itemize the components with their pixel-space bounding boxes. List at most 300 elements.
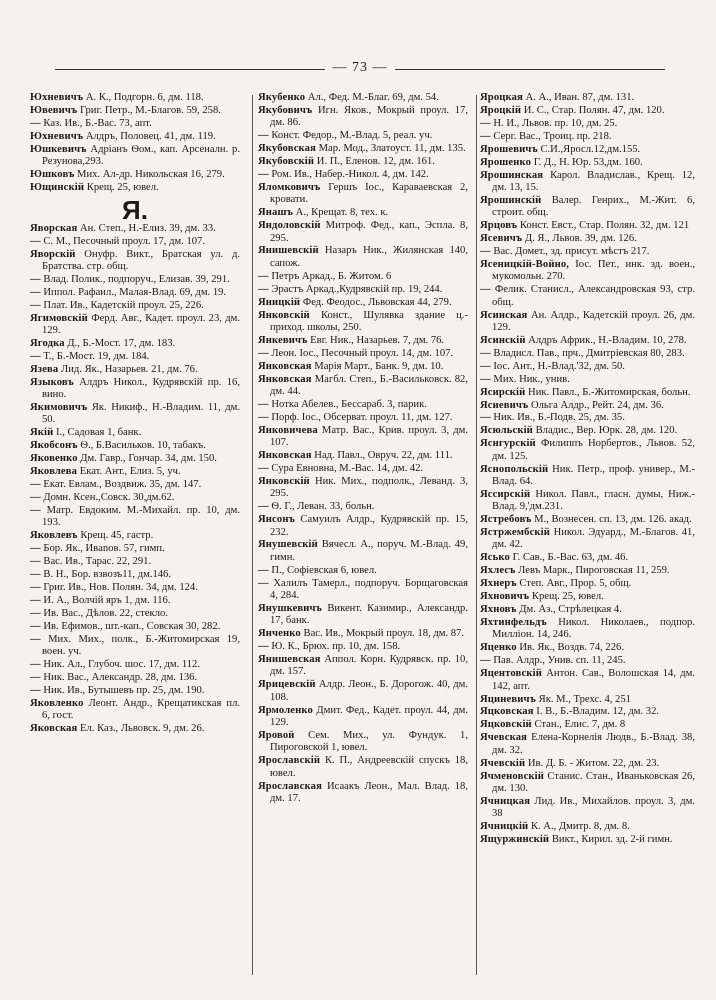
entry-surname: — xyxy=(480,373,491,385)
entry-details: Фед. Феодос., Львовская 44, 279. xyxy=(300,296,452,308)
entry-surname: Языковъ xyxy=(30,376,74,388)
entry-surname: Ячницкій xyxy=(480,821,529,833)
directory-entry xyxy=(480,144,695,156)
entry-details: Елена-Корнелія Людв., Б.-Влад. 38, дм. 32. xyxy=(492,732,695,756)
entry-surname: Яворская xyxy=(30,222,78,234)
entry-details: Н. И., Львов. пр. 10, дм. 25. xyxy=(490,117,618,129)
entry-details: Онуфр. Викт., Братская ул. д. Братства. стр. общ. xyxy=(42,248,240,272)
entry-details: М., Вознесен. сп. 13, дм. 126. акад. xyxy=(531,514,692,526)
entry-details: Мих. Мих., полк., Б.-Житомирская 19, воен. уч. xyxy=(40,633,240,658)
entry-details: Вас. Ив., Тарас. 22, 291. xyxy=(40,556,152,568)
entry-details: Сем. Мих., ул. Фундук. 1, Пироговской 1, ювел. xyxy=(270,729,468,754)
directory-entry xyxy=(480,259,695,284)
entry-details: Валер. Генрих., М.-Жит. 6, строит. общ. xyxy=(492,194,695,219)
entry-surname: Яхтинфельдъ xyxy=(480,617,547,629)
entry-surname: Ясинскій xyxy=(480,334,526,346)
entry-surname: Янковская xyxy=(258,373,312,385)
directory-entry xyxy=(480,233,695,245)
entry-surname: — xyxy=(30,607,41,619)
directory-entry xyxy=(30,505,240,530)
entry-surname: Янушкевичъ xyxy=(258,602,323,614)
entry-surname: Яковская xyxy=(30,723,78,735)
directory-entry xyxy=(30,118,240,130)
entry-details: Алдр. Леон., Б. Дорогож. 40, дм. 108. xyxy=(270,679,468,703)
directory-entry xyxy=(30,144,240,169)
entry-surname: Яснопольскій xyxy=(480,463,549,475)
directory-entry xyxy=(480,170,695,195)
entry-surname: Янкевичъ xyxy=(258,334,308,346)
entry-details: Ю. К., Брюх. пр. 10, дм. 158. xyxy=(268,641,401,653)
entry-surname: — xyxy=(258,398,269,410)
directory-entry xyxy=(258,348,468,360)
entry-surname: Яхновъ xyxy=(480,604,517,616)
entry-details: К. П., Андреевскій спускъ 18, ювел. xyxy=(270,755,468,779)
entry-details: Халилъ Тамерл., подпоруч. Борщаговская 4, 284. xyxy=(268,577,468,602)
directory-entry xyxy=(258,628,468,640)
directory-entry xyxy=(480,335,695,347)
entry-surname: Ярославскій xyxy=(258,755,321,767)
entry-details: Самуилъ Алдр., Кудрявскій пр. 15, 232. xyxy=(270,514,468,538)
entry-details: Исаакъ Леон., Мал. Влад. 18, дм. 17. xyxy=(270,780,468,804)
directory-entry xyxy=(480,157,695,169)
entry-surname: — xyxy=(30,235,41,247)
directory-entry xyxy=(480,118,695,130)
entry-details: Мих. Ал-др. Никольская 16, 279. xyxy=(74,169,225,181)
entry-surname: Янковская xyxy=(258,450,312,462)
directory-entry xyxy=(30,685,240,697)
entry-surname: Яровой xyxy=(258,729,295,741)
entry-details: И. А., Волчій яръ 1, дм. 116. xyxy=(40,594,171,606)
entry-details: Митроф. Фед., кап., Эспла. 8, 295. xyxy=(270,220,468,244)
entry-details: Игн. Яков., Мокрый проул. 17, дм. 86. xyxy=(270,104,468,129)
entry-surname: Ярошенко xyxy=(480,156,532,168)
directory-entry xyxy=(258,781,468,806)
directory-entry xyxy=(480,552,695,564)
entry-surname: — xyxy=(480,117,491,129)
entry-details: Григ. Петр., М.-Благов. 59, 258. xyxy=(77,104,221,116)
header-rule-right xyxy=(395,69,665,70)
directory-entry xyxy=(30,466,240,478)
entry-details: А. К., Подгорн. 6, дм. 118. xyxy=(83,92,204,103)
directory-entry xyxy=(480,604,695,616)
directory-entry xyxy=(480,758,695,770)
directory-entry xyxy=(480,578,695,590)
entry-surname: Яснгурскій xyxy=(480,438,536,450)
directory-entry xyxy=(480,348,695,360)
entry-details: Никол. Эдуард., М.-Благов. 41, дм. 42. xyxy=(492,527,695,551)
directory-entry xyxy=(480,105,695,117)
entry-details: Т., Б.-Мост. 19, дм. 184. xyxy=(40,350,150,362)
entry-surname: Ячницкая xyxy=(480,795,531,807)
entry-surname: Ячевская xyxy=(480,732,528,744)
entry-details: Г. Д., Н. Юр. 53,дм. 160. xyxy=(531,156,643,168)
entry-details: Ан. Степ., Н.-Елиз. 39, дм. 33. xyxy=(77,222,216,234)
entry-surname: Яковенко xyxy=(30,453,78,465)
directory-entry xyxy=(480,464,695,489)
entry-details: Петръ Аркад., Б. Житом. 6 xyxy=(268,270,392,282)
directory-entry xyxy=(30,556,240,568)
directory-entry xyxy=(258,565,468,577)
entry-surname: Яковлева xyxy=(30,466,78,478)
entry-details: Леонт. Андр., Крещатикская пл. 6, гост. xyxy=(42,697,240,722)
entry-details: И. П., Еленов. 12, дм. 161. xyxy=(314,156,435,168)
entry-surname: — xyxy=(30,504,41,516)
entry-surname: — xyxy=(30,620,41,632)
entry-details: Ник. Ив., Бутышевъ пр. 25, дм. 190. xyxy=(40,684,205,696)
directory-entry xyxy=(480,796,695,821)
directory-entry xyxy=(258,425,468,450)
directory-entry xyxy=(30,313,240,338)
entry-details: Гершъ Іос., Караваевская 2, кровати. xyxy=(270,181,468,206)
entry-surname: Яницкій xyxy=(258,296,301,308)
directory-entry xyxy=(30,479,240,491)
directory-entry xyxy=(30,223,240,235)
entry-details: Леон. Іос., Песочный проул. 14, дм. 107. xyxy=(268,347,454,359)
directory-entry xyxy=(480,361,695,373)
directory-entry xyxy=(480,438,695,463)
entry-surname: Яхновичъ xyxy=(480,591,530,603)
directory-entry xyxy=(480,220,695,232)
entry-surname: Якій xyxy=(30,427,54,439)
entry-details: Крещ. 25, ювел. xyxy=(529,591,604,603)
entry-surname: Ясевичъ xyxy=(480,233,523,245)
entry-surname: Ювевичъ xyxy=(30,104,78,116)
directory-entry xyxy=(480,284,695,309)
entry-surname: — xyxy=(30,671,41,683)
entry-details: Плат. Ив., Кадетскій проул. 25, 226. xyxy=(40,299,204,311)
entry-details: Серг. Вас., Троиц. пр. 218. xyxy=(490,130,612,142)
entry-details: І. В., Б.-Владим. 12, дм. 32. xyxy=(533,706,660,718)
directory-entry xyxy=(480,195,695,220)
entry-surname: Яхлесъ xyxy=(480,565,516,577)
directory-entry xyxy=(480,591,695,603)
entry-surname: Яковлевъ xyxy=(30,530,78,542)
entry-details: Ник. Петр., проф. универ., М.-Влад. 64. xyxy=(492,463,695,487)
directory-entry xyxy=(258,374,468,399)
entry-surname: — xyxy=(258,411,269,423)
directory-entry xyxy=(480,92,695,104)
entry-surname: Юхневичъ xyxy=(30,130,84,142)
entry-surname: Янушевскій xyxy=(258,539,318,551)
entry-surname: Ягодка xyxy=(30,337,65,349)
entry-surname: Янишевскій xyxy=(258,245,319,257)
entry-surname: Ястребовъ xyxy=(480,514,532,526)
entry-surname: — xyxy=(258,130,269,142)
entry-details: Никол. Николаев., подпор. Милліон. 14, 246. xyxy=(492,617,695,641)
entry-surname: — xyxy=(480,130,491,142)
entry-surname: — xyxy=(258,463,269,475)
entry-details: Дм. Гавр., Гончар. 34, дм. 150. xyxy=(77,453,217,465)
entry-details: Ан. Алдр., Кадетскій проул. 26, дм. 129. xyxy=(492,309,695,333)
entry-surname: Якубовская xyxy=(258,143,316,155)
directory-entry xyxy=(480,732,695,757)
entry-details: Ник. Павл., Б.-Житомирская, больн. xyxy=(525,386,691,398)
entry-surname: Ящуржинскій xyxy=(480,834,550,846)
entry-details: С.И.,Яросл.12,дм.155. xyxy=(537,143,641,155)
entry-surname: Якобсонъ xyxy=(30,440,78,452)
entry-details: Д. Я., Львов. 39, дм. 126. xyxy=(522,233,637,245)
entry-surname: Янковская xyxy=(258,360,312,372)
directory-entry xyxy=(30,377,240,402)
entry-surname: Янковичева xyxy=(258,424,318,436)
directory-entry xyxy=(258,169,468,181)
directory-entry xyxy=(30,723,240,735)
entry-details: Ив. Ефимов., шт.-кап., Совская 30, 282. xyxy=(40,620,221,632)
entry-details: Екат. Евлам., Воздвиж. 35, дм. 147. xyxy=(40,479,202,491)
directory-entry xyxy=(480,771,695,796)
directory-entry xyxy=(30,427,240,439)
entry-details: Нотка Абелев., Бессараб. 3, парик. xyxy=(268,398,427,410)
directory-entry xyxy=(480,719,695,731)
entry-details: Крещ. 45, гастр. xyxy=(77,530,154,542)
entry-surname: Яцентовскій xyxy=(480,668,543,680)
directory-entry xyxy=(480,374,695,386)
entry-surname: Ясиевичъ xyxy=(480,399,529,411)
directory-entry xyxy=(258,476,468,501)
directory-entry xyxy=(30,182,240,194)
directory-entry xyxy=(480,527,695,552)
entry-surname: Якубенко xyxy=(258,92,306,103)
directory-entry xyxy=(258,412,468,424)
entry-details: Конст., Шулявка здание ц.-приход. школы, 250. xyxy=(270,309,468,333)
entry-details: Д., Б.-Мост. 17, дм. 183. xyxy=(64,337,176,349)
entry-details: Мих. Ник., унив. xyxy=(490,373,570,385)
directory-entry xyxy=(30,402,240,427)
entry-details: Влад. Полик., подпоруч., Елизав. 39, 291. xyxy=(40,273,230,285)
directory-entry xyxy=(258,450,468,462)
entry-details: А. А., Иван. 87, дм. 131. xyxy=(522,92,635,103)
entry-details: Матр. Евдоким. М.-Михайл. пр. 10, дм. 193. xyxy=(40,504,240,529)
entry-details: Лид. Як., Назарьев. 21, дм. 76. xyxy=(58,363,198,375)
entry-surname: Ячменовскій xyxy=(480,770,545,782)
entry-surname: Яроцкая xyxy=(480,92,523,103)
directory-entry xyxy=(30,621,240,633)
entry-surname: Юшковъ xyxy=(30,169,75,181)
entry-details: Як. Никиф., Н.-Владим. 11, дм. 50. xyxy=(42,402,240,426)
entry-details: Викент. Казимир., Александр. 17, банк. xyxy=(270,602,468,627)
entry-details: Магбл. Степ., Б.-Васильковск. 82, дм. 44. xyxy=(270,373,468,397)
directory-entry xyxy=(258,130,468,142)
entry-surname: — xyxy=(30,658,41,670)
entry-details: Карол. Владислав., Крещ. 12, дм. 13, 15. xyxy=(492,169,695,193)
entry-details: Іос. Ант., Н.-Влад.'32, дм. 50. xyxy=(490,360,625,372)
entry-details: Эрастъ Аркад.,Кудрявскій пр. 19, 244. xyxy=(268,283,443,295)
entry-surname: Ярмоленко xyxy=(258,704,313,716)
entry-details: Дм. Аз., Стрѣлецкая 4. xyxy=(516,604,622,616)
directory-entry xyxy=(258,501,468,513)
entry-details: Ѳ., Б.Васильков. 10, табакъ. xyxy=(77,440,206,452)
directory-entry xyxy=(480,246,695,258)
entry-surname: — xyxy=(30,350,41,362)
directory-entry xyxy=(258,679,468,704)
directory-entry xyxy=(30,453,240,465)
entry-details: Екат. Ант., Елиз. 5, уч. xyxy=(77,466,181,478)
entry-details: Алдръ Африк., Н.-Владим. 10, 278. xyxy=(525,334,687,346)
entry-details: Матр. Вас., Крив. проул. 3, дм. 107. xyxy=(270,424,468,449)
directory-entry xyxy=(30,608,240,620)
directory-entry xyxy=(30,92,240,104)
entry-surname: Ярошевичъ xyxy=(480,143,538,155)
directory-entry xyxy=(480,387,695,399)
entry-details: Ник. Мих., подполк., Леванд. 3, 295. xyxy=(270,475,468,500)
directory-entry xyxy=(480,642,695,654)
entry-surname: Ярицевскій xyxy=(258,679,316,691)
header-rule-left xyxy=(55,69,325,70)
directory-entry xyxy=(258,143,468,155)
entry-surname: Якубовичъ xyxy=(258,104,313,116)
entry-surname: — xyxy=(480,347,491,359)
entry-surname: Янишевская xyxy=(258,654,321,666)
entry-surname: — xyxy=(258,169,269,181)
column-3 xyxy=(480,92,695,847)
entry-surname: Ястржембскій xyxy=(480,527,550,539)
entry-surname: Янашъ xyxy=(258,207,293,219)
entry-details: Лид. Ив., Михайлов. проул. 3, дм. 38 xyxy=(492,795,695,820)
directory-entry xyxy=(30,569,240,581)
entry-surname: — xyxy=(258,564,269,576)
entry-surname: Яроцкій xyxy=(480,104,522,116)
entry-details: Марія Март., Банк. 9, дм. 10. xyxy=(311,360,444,372)
entry-details: Іос. Пет., инк. зд. воен., мукомольн. 270. xyxy=(492,259,695,283)
entry-details: В. Н., Бор. взвозъ11, дм.146. xyxy=(40,569,172,580)
entry-surname: Ярцовъ xyxy=(480,220,518,232)
directory-entry xyxy=(30,249,240,274)
entry-surname: — xyxy=(30,491,41,503)
entry-surname: Ясирскій xyxy=(480,386,526,398)
directory-entry xyxy=(258,182,468,207)
directory-entry xyxy=(258,105,468,130)
entry-details: Филиппъ Норбертов., Львов. 52, дм. 125. xyxy=(492,438,695,462)
entry-surname: Яворскій xyxy=(30,248,76,260)
directory-entry xyxy=(30,364,240,376)
entry-surname: — xyxy=(30,479,41,491)
entry-surname: — xyxy=(30,556,41,568)
entry-surname: Ярошинская xyxy=(480,169,544,181)
entry-details: Ферд. Авг., Кадет. проул. 23, дм. 129. xyxy=(42,312,240,336)
directory-entry xyxy=(258,284,468,296)
entry-surname: Яломковичъ xyxy=(258,181,321,193)
section-letter-heading: Я. xyxy=(122,195,148,226)
entry-surname: Ярославская xyxy=(258,780,322,792)
entry-details: Мар. Мод., Златоуст. 11, дм. 135. xyxy=(315,143,466,155)
entry-details: Г. Сав., Б.-Вас. 63, дм. 46. xyxy=(509,552,629,564)
directory-entry xyxy=(30,698,240,723)
entry-details: Владисл. Пав., прч., Дмитріевская 80, 283. xyxy=(490,347,685,359)
entry-details: Ив. Вас., Дѣлов. 22, стекло. xyxy=(40,607,168,619)
entry-details: Ел. Каз., Львовск. 9, дм. 26. xyxy=(77,723,205,735)
entry-details: Алдръ, Половец. 41, дм. 119. xyxy=(83,130,216,142)
entry-surname: Ясюльскій xyxy=(480,425,533,437)
entry-surname: — xyxy=(258,501,269,513)
entry-details: Конст. Федор., М.-Влад. 5, реал. уч. xyxy=(268,130,433,142)
directory-entry xyxy=(258,335,468,347)
entry-details: Каз. Ив., Б.-Вас. 73, апт. xyxy=(40,117,152,129)
entry-surname: Ясько xyxy=(480,552,510,564)
directory-entry xyxy=(30,131,240,143)
entry-details: Фелик. Станисл., Александровская 93, стр. общ. xyxy=(490,284,695,308)
entry-details: Евг. Ник., Назарьев. 7, дм. 76. xyxy=(307,334,445,346)
directory-entry xyxy=(258,245,468,270)
entry-surname: Ющинскій xyxy=(30,181,85,193)
entry-details: А., Крещат. 8, тех. к. xyxy=(292,207,389,219)
directory-entry xyxy=(480,412,695,424)
entry-surname: — xyxy=(480,655,491,667)
entry-details: Ник. Ал., Глубоч. шос. 17, дм. 112. xyxy=(40,658,200,670)
directory-entry xyxy=(258,578,468,603)
entry-details: Григ. Ив., Нов. Полян. 34, дм. 124. xyxy=(40,581,198,593)
directory-entry xyxy=(258,399,468,411)
entry-details: Вас. Ив., Мокрый проул. 18, дм. 87. xyxy=(300,628,465,640)
entry-surname: — xyxy=(480,284,491,296)
directory-entry xyxy=(30,300,240,312)
column-1 xyxy=(30,92,240,736)
directory-entry xyxy=(258,207,468,219)
entry-surname: Яндоловскій xyxy=(258,220,321,232)
entry-surname: — xyxy=(480,246,491,258)
directory-entry xyxy=(30,338,240,350)
directory-entry xyxy=(258,297,468,309)
directory-entry xyxy=(30,492,240,504)
entry-details: Крещ. 25, ювел. xyxy=(84,181,159,193)
entry-surname: Яссирскій xyxy=(480,488,531,500)
entry-details: І., Садовая 1, банк. xyxy=(53,427,142,439)
directory-entry xyxy=(480,400,695,412)
entry-details: Ал., Фед. М.-Благ. 69, дм. 54. xyxy=(305,92,439,103)
entry-details: Станис. Стан., Иваньковская 26, дм. 130. xyxy=(492,770,695,794)
entry-details: Домн. Ксен.,Совск. 30,дм.62. xyxy=(40,491,175,503)
entry-surname: — xyxy=(30,299,41,311)
entry-details: Аппол. Корн. Кудрявск. пр. 10, дм. 157. xyxy=(270,654,468,678)
directory-entry xyxy=(258,271,468,283)
entry-surname: — xyxy=(258,283,269,295)
directory-entry xyxy=(480,668,695,693)
entry-surname: Ячевскій xyxy=(480,757,526,769)
entry-details: Ник. Вас., Александр. 28, дм. 136. xyxy=(40,671,198,683)
entry-details: Бор. Як., Ивanов. 57, гимп. xyxy=(40,543,165,555)
directory-entry xyxy=(480,310,695,335)
entry-surname: Яцковскій xyxy=(480,719,532,731)
entry-surname: Янковскій xyxy=(258,309,310,321)
entry-surname: Язева xyxy=(30,363,59,375)
entry-surname: Яхнеръ xyxy=(480,578,517,590)
entry-surname: Ягимовскій xyxy=(30,312,88,324)
entry-surname: Ясеницкій-Войно, xyxy=(480,259,570,270)
entry-surname: — xyxy=(30,684,41,696)
entry-surname: — xyxy=(258,577,269,589)
entry-details: Вас. Домет., зд. присут. мѣстъ 217. xyxy=(490,246,650,258)
directory-entry xyxy=(30,672,240,684)
directory-entry xyxy=(258,463,468,475)
directory-entry xyxy=(30,530,240,542)
entry-surname: — xyxy=(480,412,491,424)
entry-surname: — xyxy=(30,286,41,298)
column-2 xyxy=(258,92,468,806)
entry-details: Антон. Сав., Волошская 14, дм. 142, апт. xyxy=(492,668,695,692)
entry-details: Ник. Ив., Б.-Подв. 25, дм. 35. xyxy=(490,412,625,424)
directory-entry xyxy=(258,654,468,679)
directory-entry xyxy=(30,274,240,286)
entry-surname: Юшкевичъ xyxy=(30,143,87,155)
entry-details: Степ. Авг., Прор. 5, общ. xyxy=(516,578,632,590)
directory-entry xyxy=(258,220,468,245)
directory-entry xyxy=(30,582,240,594)
entry-surname: — xyxy=(480,360,491,372)
directory-entry xyxy=(258,755,468,780)
directory-entry xyxy=(480,694,695,706)
directory-entry xyxy=(480,425,695,437)
entry-details: Стан., Елис. 7, дм. 8 xyxy=(531,719,626,731)
entry-details: Сура Евновна, М.-Вас. 14, дм. 42. xyxy=(268,463,424,475)
